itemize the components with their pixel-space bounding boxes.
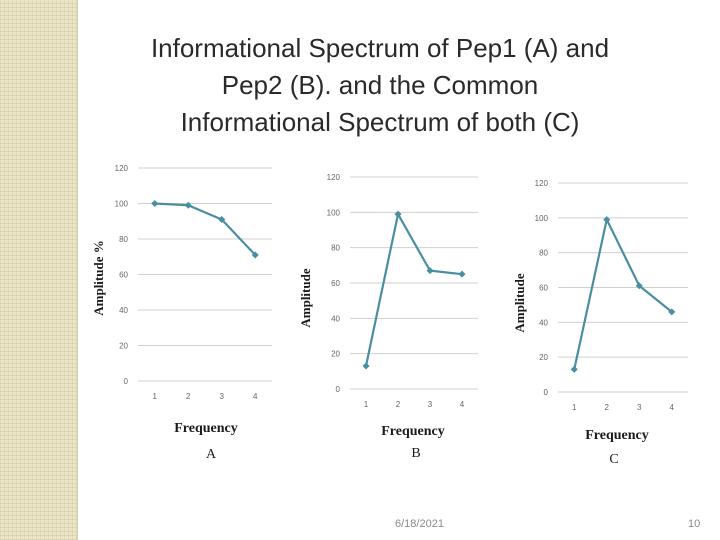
- y-tick-label: 0: [543, 388, 548, 397]
- data-point: [459, 271, 466, 278]
- series-line: [366, 214, 462, 366]
- y-tick-label: 60: [539, 283, 548, 293]
- slide-page-number: 10: [688, 518, 701, 530]
- y-axis-label: Amplitude %: [91, 240, 106, 316]
- title-line-3: Informational Spectrum of both (C): [180, 107, 580, 137]
- y-tick-label: 60: [119, 270, 128, 280]
- x-tick-label: 3: [637, 403, 642, 412]
- series-line: [574, 220, 672, 370]
- y-tick-label: 100: [534, 213, 548, 223]
- y-tick-label: 60: [331, 279, 340, 288]
- panel-label: C: [609, 452, 619, 467]
- y-tick-label: 80: [539, 248, 548, 258]
- x-tick-label: 2: [604, 403, 609, 412]
- y-tick-label: 20: [331, 349, 340, 359]
- x-axis-label: Frequency: [585, 428, 649, 443]
- title-line-1: Informational Spectrum of Pep1 (A) and: [150, 33, 610, 63]
- data-point: [571, 366, 578, 373]
- x-tick-label: 3: [427, 400, 433, 409]
- panel-label: B: [411, 446, 421, 461]
- data-point: [151, 200, 158, 207]
- y-tick-label: 0: [123, 377, 128, 386]
- x-tick-label: 1: [572, 403, 577, 412]
- y-axis-label: Amplitude: [512, 273, 527, 333]
- y-tick-label: 120: [114, 164, 128, 173]
- x-tick-label: 2: [186, 392, 191, 401]
- slide-date: 6/18/2021: [395, 518, 444, 530]
- x-tick-label: 4: [669, 403, 674, 412]
- x-tick-label: 3: [219, 392, 224, 401]
- y-tick-label: 40: [119, 306, 128, 315]
- x-tick-label: 1: [152, 392, 157, 401]
- title-line-2: Pep2 (B). and the Common: [221, 70, 539, 100]
- y-tick-label: 80: [331, 243, 340, 253]
- y-tick-label: 100: [114, 199, 128, 209]
- y-tick-label: 120: [534, 179, 548, 188]
- y-tick-label: 100: [326, 208, 340, 218]
- x-axis-label: Frequency: [174, 421, 238, 436]
- data-point: [363, 363, 370, 370]
- y-tick-label: 20: [539, 353, 548, 363]
- y-tick-label: 20: [119, 341, 128, 351]
- x-tick-label: 4: [459, 400, 465, 409]
- y-axis-label: Amplitude: [298, 268, 313, 328]
- panel-label: A: [205, 447, 217, 462]
- x-tick-label: 1: [363, 400, 369, 409]
- y-tick-label: 120: [326, 173, 340, 182]
- y-tick-label: 80: [119, 235, 128, 244]
- data-point: [185, 202, 192, 209]
- x-axis-label: Frequency: [381, 424, 445, 439]
- x-tick-label: 2: [395, 400, 401, 409]
- y-tick-label: 0: [335, 385, 340, 394]
- data-point: [603, 216, 610, 223]
- y-tick-label: 40: [331, 314, 340, 324]
- y-tick-label: 40: [539, 318, 548, 328]
- x-tick-label: 4: [253, 392, 258, 401]
- series-line: [155, 204, 256, 255]
